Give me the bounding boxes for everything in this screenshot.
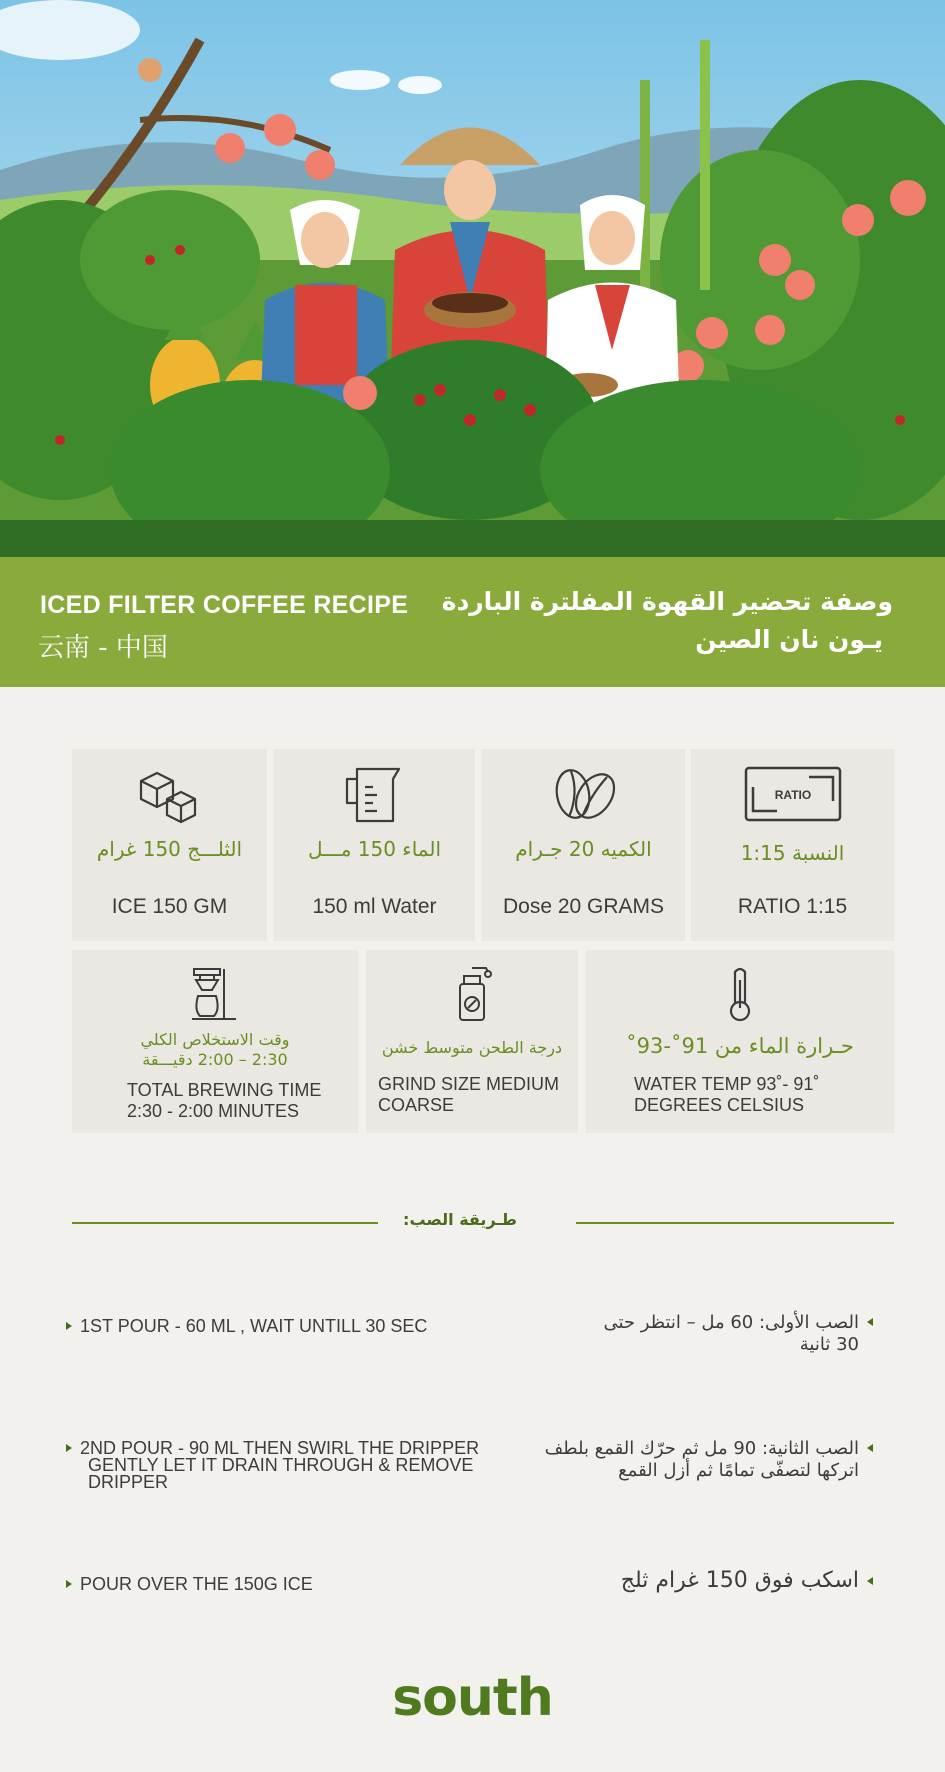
arabic-subtitle: يـون نان الصين [695,625,883,654]
pour-over-dripper-icon [190,966,240,1022]
ratio-frame-icon [743,765,843,823]
step-2-english-line3: DRIPPER [88,1472,169,1492]
step-1-arabic-line2: 30 ثانية [799,1334,859,1355]
arabic-title: وصفة تحضير القهوة المفلترة الباردة [441,587,893,616]
step-2-english [66,1440,479,1491]
step-1-english [66,1318,427,1335]
water-temp-arabic-label: حـرارة الماء من 91˚-93˚ [626,1034,854,1058]
english-subtitle: 云南 - 中国 [38,633,168,663]
south-logo: south [392,1668,553,1728]
spec-card-dose [482,749,685,941]
dose-english-label: Dose 20 GRAMS [502,895,665,918]
step-3-english-line1: POUR OVER THE 150G ICE [80,1574,313,1594]
english-title: ICED FILTER COFFEE RECIPE [40,591,409,619]
step-3-arabic [621,1570,873,1592]
brewing-time-english-line2: 2:30 - 2:00 MINUTES [127,1101,300,1121]
coffee-beans-icon [549,763,619,825]
step-1-arabic-line1: الصب الأولى: 60 مل – انتظر حتى [603,1312,859,1333]
title-banner [0,557,945,687]
ice-english-label: ICE 150 GM [111,895,228,918]
bullet-arrow-icon [867,1318,873,1326]
method-title: طـريقة الصب: [403,1210,517,1229]
method-divider-right [576,1222,894,1224]
spec-card-water [274,749,475,941]
step-2-arabic-line1: الصب الثانية: 90 مل ثم حرّك القمع بلطف [544,1438,859,1459]
brewing-time-arabic-line1: وقت الاستخلاص الكلي [140,1030,290,1049]
spec-card-ratio [691,749,894,941]
spec-card-water-temp [586,950,894,1133]
dose-arabic-label: الكميه 20 جـرام [515,837,652,861]
spec-card-ice [72,749,267,941]
ratio-icon-text: RATIO [774,788,811,802]
step-1-arabic [603,1312,873,1356]
bullet-arrow-icon [867,1577,873,1585]
step-3-english [66,1576,313,1593]
bullet-arrow-icon [66,1322,72,1330]
grind-english-line2: COARSE [378,1095,455,1115]
coffee-grinder-icon [450,964,494,1024]
grind-english-line1: GRIND SIZE MEDIUM [378,1074,560,1094]
ratio-arabic-label: النسبة 1:15 [740,841,845,865]
measuring-jug-icon [339,763,411,825]
step-1-english-line1: 1ST POUR - 60 ML , WAIT UNTILL 30 SEC [80,1316,428,1336]
step-2-arabic [545,1438,873,1482]
water-temp-english-line2: DEGREES CELSIUS [634,1095,805,1115]
hero-illustration [0,0,945,557]
ice-cubes-icon [135,765,205,825]
brewing-time-arabic-line2: 2:30 – 2:00 دقيـــقة [142,1050,288,1069]
bullet-arrow-icon [867,1444,873,1452]
thermometer-icon [725,964,755,1024]
coffee-farm-illustration [0,0,945,557]
spec-card-brewing-time [72,950,358,1133]
step-2-english-line1: 2ND POUR - 90 ML THEN SWIRL THE DRIPPER [80,1438,480,1458]
bullet-arrow-icon [66,1580,72,1588]
ratio-english-label: RATIO 1:15 [737,895,848,918]
water-english-label: 150 ml Water [312,895,437,918]
ice-arabic-label: الثلـــج 150 غرام [96,837,243,861]
grind-arabic-label: درجة الطحن متوسط خشن [381,1038,563,1057]
spec-card-grind-size [366,950,578,1133]
brewing-time-english-line1: TOTAL BREWING TIME [127,1080,322,1100]
step-3-arabic-line1: اسكب فوق 150 غرام ثلج [620,1568,859,1593]
bullet-arrow-icon [66,1444,72,1452]
step-2-english-line2: GENTLY LET IT DRAIN THROUGH & REMOVE [88,1455,474,1475]
step-2-arabic-line2: اتركها لتصفّى تمامًا ثم أزل القمع [618,1460,859,1481]
water-arabic-label: الماء 150 مـــل [307,837,442,861]
water-temp-english-line1: WATER TEMP 93˚- 91˚ [634,1074,820,1094]
method-divider-left [72,1222,378,1224]
